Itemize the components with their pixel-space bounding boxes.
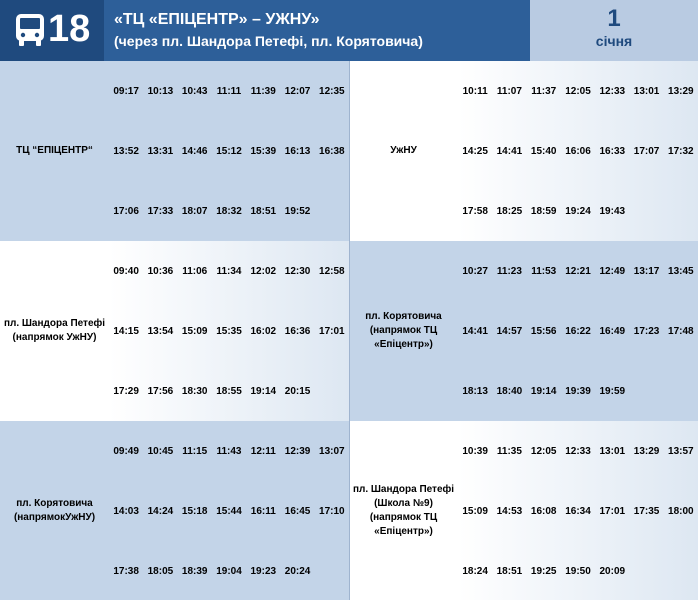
departure-time: 13:54: [147, 325, 174, 337]
departure-time: 16:06: [565, 145, 591, 157]
departure-time: 18:51: [250, 205, 277, 217]
departure-time: 18:51: [496, 565, 523, 577]
date-panel: [530, 0, 698, 61]
departure-time: 10:45: [147, 445, 174, 457]
bus-icon: [14, 13, 46, 47]
departure-time: 19:59: [599, 385, 626, 397]
departure-time: 10:36: [147, 265, 174, 277]
departure-time: 17:56: [147, 385, 174, 397]
departure-time: 14:41: [496, 145, 523, 157]
departure-time: 11:37: [531, 85, 557, 97]
departure-time: 16:13: [284, 145, 311, 157]
route-subtitle: (через пл. Шандора Петефі, пл. Корятовича): [114, 33, 423, 49]
departure-time: 10:13: [147, 85, 174, 97]
departure-time: 16:34: [565, 505, 591, 517]
departure-time: 17:33: [147, 205, 174, 217]
departure-time: 11:53: [531, 265, 557, 277]
departure-time: 20:24: [284, 565, 311, 577]
departure-time: 13:01: [599, 445, 626, 457]
departure-time: 10:43: [181, 85, 208, 97]
departure-time: 12:39: [284, 445, 311, 457]
departure-time: 17:10: [319, 505, 345, 517]
departure-times: [458, 421, 698, 600]
departure-times: [458, 61, 698, 241]
departure-time: 18:55: [216, 385, 242, 397]
departure-time: 15:18: [181, 505, 208, 517]
stop-name: пл. Корятовича (напрямокУжНУ): [13, 498, 96, 523]
stop-name: УжНУ: [390, 145, 417, 156]
departure-time: 17:38: [113, 565, 139, 577]
departure-time: 15:09: [462, 505, 488, 517]
departure-time: [664, 181, 698, 241]
date-day: 1: [607, 5, 621, 32]
departure-time: 12:21: [565, 265, 591, 277]
departure-time: 18:40: [496, 385, 523, 397]
departure-time: 12:49: [599, 265, 626, 277]
departure-time: 18:59: [530, 205, 557, 217]
route-number: 18: [48, 8, 91, 50]
departure-time: 16:11: [250, 505, 276, 517]
departure-time: 17:01: [599, 505, 626, 517]
departure-time: 17:29: [113, 385, 139, 397]
departure-time: 16:36: [284, 325, 311, 337]
departure-time: [315, 181, 349, 241]
departure-time: 11:06: [182, 265, 208, 277]
departure-time: 13:07: [319, 445, 345, 457]
stop-name: пл. Шандора Петефі (напрямок УжНУ): [3, 318, 106, 343]
departure-time: 19:23: [250, 565, 277, 577]
departure-time: 19:04: [216, 565, 242, 577]
schedule-block: [0, 61, 349, 241]
departure-time: 18:13: [462, 385, 488, 397]
departure-time: 19:14: [530, 385, 557, 397]
stop-name-cell: [349, 61, 458, 241]
departure-time: 16:38: [319, 145, 345, 157]
departure-time: 15:39: [250, 145, 277, 157]
departure-time: 12:07: [284, 85, 311, 97]
departure-time: 12:33: [599, 85, 626, 97]
departure-time: 10:11: [462, 85, 488, 97]
departure-time: 12:58: [319, 265, 345, 277]
column-divider: [349, 61, 350, 600]
departure-time: 11:39: [250, 85, 276, 97]
departure-time: 20:15: [284, 385, 311, 397]
departure-time: 18:05: [147, 565, 174, 577]
departure-time: 17:01: [319, 325, 345, 337]
schedule-block: [349, 241, 698, 421]
departure-time: 17:35: [633, 505, 660, 517]
departure-time: 11:11: [216, 85, 242, 97]
departure-time: 14:24: [147, 505, 174, 517]
departure-time: 15:12: [216, 145, 242, 157]
departure-time: 14:41: [462, 325, 488, 337]
departure-time: 14:46: [181, 145, 208, 157]
departure-time: 15:56: [530, 325, 557, 337]
departure-time: 11:35: [496, 445, 522, 457]
departure-time: 12:05: [565, 85, 591, 97]
departure-time: 09:49: [113, 445, 139, 457]
departure-time: 11:15: [182, 445, 208, 457]
departure-time: 12:30: [284, 265, 311, 277]
departure-time: 18:24: [462, 565, 488, 577]
departure-time: 14:03: [113, 505, 139, 517]
departure-times: [109, 421, 349, 600]
departure-time: 20:09: [599, 565, 626, 577]
departure-time: 12:11: [250, 445, 276, 457]
departure-time: 11:43: [216, 445, 242, 457]
departure-time: 17:06: [113, 205, 139, 217]
departure-time: 17:07: [633, 145, 660, 157]
departure-time: 13:52: [113, 145, 139, 157]
departure-time: 13:57: [668, 445, 694, 457]
departure-time: [664, 361, 698, 421]
route-title-panel: [104, 0, 530, 61]
departure-time: 13:45: [668, 265, 694, 277]
departure-time: 19:24: [565, 205, 591, 217]
departure-time: 14:53: [496, 505, 523, 517]
departure-time: [629, 361, 663, 421]
departure-time: 17:23: [633, 325, 660, 337]
route-badge: [0, 0, 104, 61]
departure-time: 18:25: [496, 205, 523, 217]
schedule-block: [0, 421, 349, 600]
schedule-block: [349, 61, 698, 241]
departure-time: 09:40: [113, 265, 139, 277]
departure-time: 17:48: [668, 325, 694, 337]
departure-time: 15:09: [181, 325, 208, 337]
departure-time: [629, 181, 663, 241]
departure-time: 18:30: [181, 385, 208, 397]
departure-time: 16:02: [250, 325, 277, 337]
date-month: січня: [595, 33, 633, 49]
departure-time: 16:22: [565, 325, 591, 337]
departure-time: 13:29: [668, 85, 694, 97]
stop-name: пл. Шандора Петефі (Школа №9) (напрямок ТЦ «Епіцентр»): [352, 484, 455, 537]
departure-time: 18:00: [668, 505, 694, 517]
departure-time: 18:39: [181, 565, 208, 577]
departure-time: 19:14: [250, 385, 277, 397]
departure-time: 11:07: [496, 85, 522, 97]
departure-time: [629, 541, 663, 600]
stop-name-cell: [0, 61, 109, 241]
departure-time: 11:23: [496, 265, 522, 277]
departure-time: 12:02: [250, 265, 277, 277]
departure-time: 12:35: [319, 85, 345, 97]
stop-name-cell: [0, 241, 109, 421]
departure-times: [109, 241, 349, 421]
departure-time: 13:17: [633, 265, 660, 277]
stop-name: ТЦ “ЕПІЦЕНТР“: [16, 145, 93, 156]
departure-time: 09:17: [113, 85, 139, 97]
departure-time: 14:15: [113, 325, 139, 337]
departure-time: [664, 541, 698, 600]
departure-time: 12:05: [530, 445, 557, 457]
route-title: «ТЦ «ЕПІЦЕНТР» – УЖНУ»: [114, 11, 320, 28]
stop-name-cell: [349, 421, 458, 600]
schedule-block: [349, 421, 698, 600]
departure-time: 11:34: [216, 265, 242, 277]
departure-time: 19:39: [565, 385, 591, 397]
departure-time: 16:49: [599, 325, 626, 337]
schedule-header: [0, 0, 698, 61]
departure-time: 12:33: [565, 445, 591, 457]
departure-time: 14:57: [496, 325, 523, 337]
departure-time: 15:35: [216, 325, 242, 337]
departure-time: 17:58: [462, 205, 488, 217]
departure-time: 18:32: [216, 205, 242, 217]
departure-time: 15:44: [216, 505, 242, 517]
stop-name-cell: [0, 421, 109, 600]
departure-time: 15:40: [530, 145, 557, 157]
departure-time: 10:39: [462, 445, 488, 457]
departure-time: 19:43: [599, 205, 626, 217]
departure-time: 19:25: [530, 565, 557, 577]
schedule-block: [0, 241, 349, 421]
departure-time: 16:45: [284, 505, 311, 517]
departure-time: 13:29: [633, 445, 660, 457]
stop-name: пл. Корятовича (напрямок ТЦ «Епіцентр»): [365, 311, 442, 350]
departure-time: 16:08: [530, 505, 557, 517]
departure-time: 10:27: [462, 265, 488, 277]
departure-times: [109, 61, 349, 241]
departure-time: 17:32: [668, 145, 694, 157]
departure-time: 19:50: [565, 565, 591, 577]
departure-time: [315, 541, 349, 600]
departure-time: [315, 361, 349, 421]
departure-time: 13:01: [633, 85, 660, 97]
stop-name-cell: [349, 241, 458, 421]
departure-time: 16:33: [599, 145, 626, 157]
departure-time: 19:52: [284, 205, 311, 217]
departure-time: 14:25: [462, 145, 488, 157]
departure-times: [458, 241, 698, 421]
departure-time: 13:31: [147, 145, 174, 157]
departure-time: 18:07: [181, 205, 208, 217]
